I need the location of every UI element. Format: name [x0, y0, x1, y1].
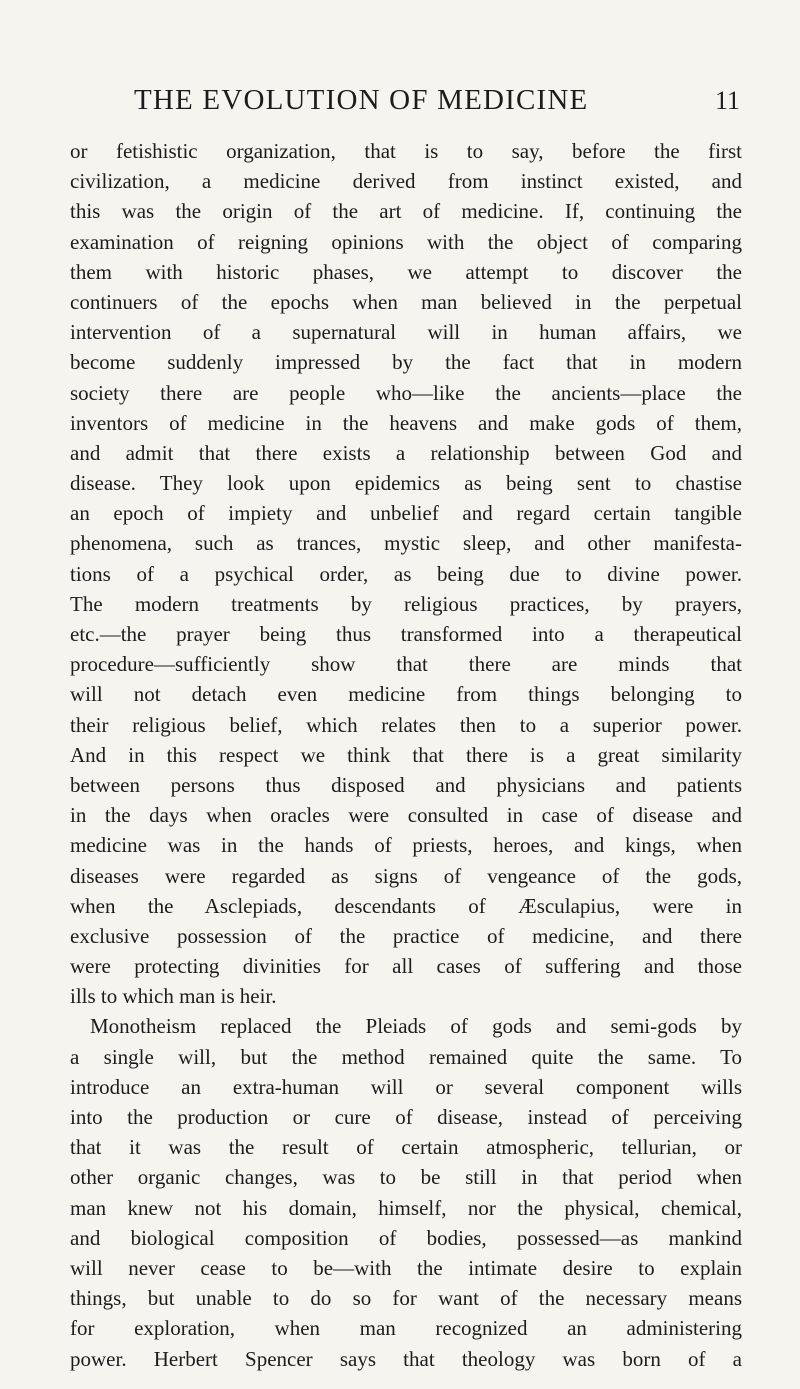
text-line: And in this respect we think that there is a great similarity	[70, 742, 742, 767]
text-line: Monotheism replaced the Pleiads of gods and semi-gods by	[90, 1014, 742, 1039]
text-line: introduce an extra-human will or several component wills	[70, 1074, 742, 1099]
text-line: tions of a psychical order, as being due to divine power.	[70, 561, 742, 586]
text-line: an epoch of impiety and unbelief and regard certain tangible	[70, 501, 742, 526]
text-line: will not detach even medicine from things belonging to	[70, 682, 742, 707]
paragraph	[70, 136, 742, 1011]
text-line: etc.—the prayer being thus transformed into a therapeutical	[70, 622, 742, 646]
text-line: civilization, a medicine derived from instinct existed, and	[70, 169, 742, 194]
text-line: that it was the result of certain atmospheric, tellurian, or	[70, 1135, 742, 1160]
paragraph	[70, 1011, 742, 1373]
running-head	[70, 84, 742, 128]
text-line: a single will, but the method remained quite the same. To	[70, 1044, 742, 1069]
page-number: 11	[714, 86, 740, 115]
text-line: diseases were regarded as signs of vengeance of the gods,	[70, 863, 742, 888]
text-line: them with historic phases, we attempt to discover the	[70, 259, 742, 284]
text-line: for exploration, when man recognized an administering	[70, 1316, 742, 1341]
text-line: will never cease to be—with the intimate desire to explain	[70, 1255, 742, 1280]
text-line: or fetishistic organization, that is to say, before the first	[70, 139, 742, 163]
text-line: examination of reigning opinions with the object of comparing	[70, 229, 742, 254]
text-line: procedure—sufficiently show that there are minds that	[70, 652, 742, 677]
book-page	[70, 84, 742, 1374]
text-line: intervention of a supernatural will in human affairs, we	[70, 320, 742, 345]
text-line: when the Asclepiads, descendants of Æsculapius, were in	[70, 893, 742, 918]
text-line: inventors of medicine in the heavens and make gods of them,	[70, 410, 742, 435]
text-line: their religious belief, which relates then to a superior power.	[70, 712, 742, 737]
text-line: ills to which man is heir.	[70, 984, 277, 1009]
text-line: society there are people who—like the ancients—place the	[70, 380, 742, 405]
text-line: The modern treatments by religious practices, by prayers,	[70, 591, 742, 616]
body-text	[70, 136, 742, 1374]
text-line: phenomena, such as trances, mystic sleep, and other manifesta-	[70, 531, 742, 556]
text-line: power. Herbert Spencer says that theology was born of a	[70, 1346, 742, 1371]
text-line: in the days when oracles were consulted in case of disease and	[70, 803, 742, 828]
text-line: medicine was in the hands of priests, heroes, and kings, when	[70, 833, 742, 858]
text-line: were protecting divinities for all cases of suffering and those	[70, 954, 742, 979]
running-title: THE EVOLUTION OF MEDICINE	[134, 84, 589, 116]
text-line: and biological composition of bodies, possessed—as mankind	[70, 1225, 742, 1250]
text-line: things, but unable to do so for want of the necessary means	[70, 1286, 742, 1311]
text-line: other organic changes, was to be still in that period when	[70, 1165, 742, 1190]
text-line: this was the origin of the art of medicine. If, continuing the	[70, 199, 742, 224]
text-line: into the production or cure of disease, instead of perceiving	[70, 1105, 742, 1129]
text-line: exclusive possession of the practice of medicine, and there	[70, 923, 742, 948]
text-line: continuers of the epochs when man believed in the perpetual	[70, 289, 742, 314]
text-line: man knew not his domain, himself, nor the physical, chemical,	[70, 1195, 742, 1220]
text-line: between persons thus disposed and physicians and patients	[70, 772, 742, 797]
text-line: and admit that there exists a relationship between God and	[70, 440, 742, 465]
text-line: become suddenly impressed by the fact that in modern	[70, 350, 742, 375]
text-line: disease. They look upon epidemics as being sent to chastise	[70, 471, 742, 496]
